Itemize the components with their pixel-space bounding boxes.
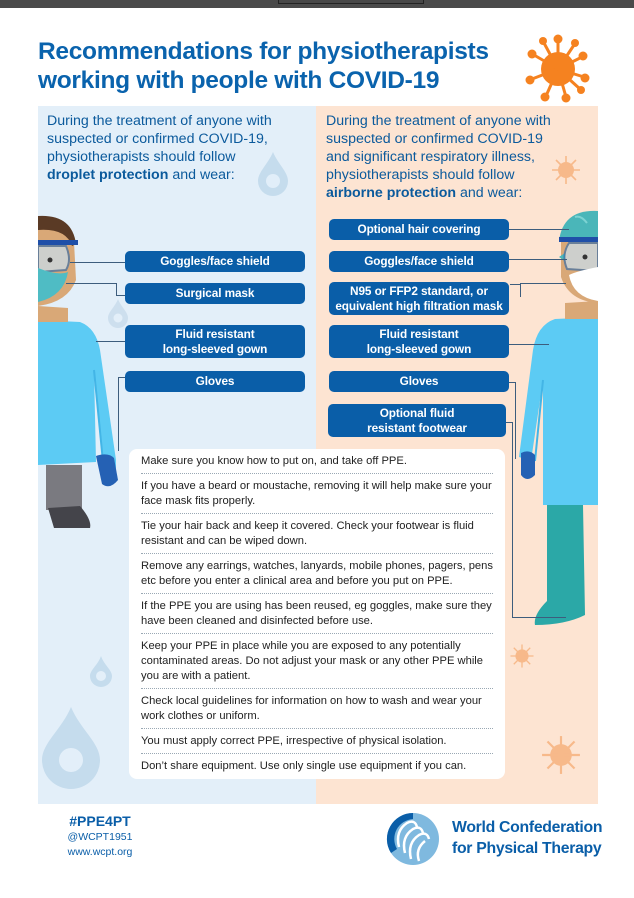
footer-contact bbox=[50, 812, 150, 860]
airborne-intro-line: During the treatment of anyone with bbox=[326, 113, 551, 129]
wcpt-logo-icon bbox=[385, 811, 441, 867]
ppe-item-surgical-mask bbox=[125, 283, 305, 304]
browser-tab[interactable] bbox=[278, 0, 424, 4]
droplet-icon bbox=[40, 705, 102, 789]
ppe-item-label: N95 or FFP2 standard, or bbox=[350, 284, 488, 298]
tip-item: Remove any earrings, watches, lanyards, mobile phones, pagers, pens etc before you enter a clinical area and before you put on PPE. bbox=[141, 554, 493, 594]
physiotherapist-airborne-figure bbox=[515, 205, 598, 650]
tip-item: You must apply correct PPE, irrespective of physical isolation. bbox=[141, 729, 493, 754]
ppe-tips-list bbox=[129, 449, 505, 779]
tip-item: Make sure you know how to put on, and take off PPE. bbox=[141, 449, 493, 474]
droplet-intro-line: physiotherapists should follow bbox=[47, 149, 236, 165]
connector-line bbox=[512, 617, 566, 618]
org-name-line: for Physical Therapy bbox=[452, 840, 602, 857]
ppe-item-gloves bbox=[125, 371, 305, 392]
ppe-item-label: Fluid resistant bbox=[379, 327, 459, 341]
ppe-item-label: resistant footwear bbox=[367, 420, 467, 435]
connector-line bbox=[96, 341, 126, 342]
virus-icon bbox=[522, 31, 594, 103]
airborne-intro-line: and significant respiratory illness, bbox=[326, 149, 535, 165]
airborne-protection-label: airborne protection bbox=[326, 185, 457, 201]
tip-item: If the PPE you are using has been reused, eg goggles, make sure they have been cleaned and disinfected before use. bbox=[141, 594, 493, 634]
ppe-item-label: long-sleeved gown bbox=[366, 341, 472, 356]
airborne-intro-line: physiotherapists should follow bbox=[326, 167, 515, 183]
connector-line bbox=[510, 284, 520, 285]
ppe-item-label: Goggles/face shield bbox=[364, 254, 474, 269]
droplet-intro-line: suspected or confirmed COVID-19, bbox=[47, 131, 268, 147]
connector-line bbox=[520, 283, 566, 284]
ppe-item-label: Gloves bbox=[195, 374, 235, 389]
tip-item: Keep your PPE in place while you are exposed to any potentially contaminated areas. Do not adjust your mask or any other PPE while you are with a patient. bbox=[141, 634, 493, 689]
ppe-item-label: Optional fluid bbox=[379, 406, 455, 420]
virus-icon bbox=[538, 732, 584, 778]
ppe-item-goggles bbox=[125, 251, 305, 272]
ppe-item-hair-covering bbox=[329, 219, 509, 240]
ppe-item-gown bbox=[125, 325, 305, 358]
connector-line bbox=[509, 229, 569, 230]
airborne-intro bbox=[326, 112, 576, 202]
website-link[interactable]: www.wcpt.org bbox=[67, 846, 133, 858]
title-line-1: Recommendations for physiotherapists bbox=[38, 38, 489, 65]
tip-item: Check local guidelines for information on how to wash and wear your work clothes or uniform. bbox=[141, 689, 493, 729]
connector-line bbox=[66, 283, 116, 284]
tip-item: If you have a beard or moustache, removing it will help make sure your face mask fits properly. bbox=[141, 474, 493, 514]
droplet-icon bbox=[89, 655, 113, 687]
ppe-item-gloves bbox=[329, 371, 509, 392]
ppe-item-goggles bbox=[329, 251, 509, 272]
connector-line bbox=[515, 382, 516, 459]
droplet-protection-label: droplet protection bbox=[47, 167, 169, 183]
droplet-intro-line: During the treatment of anyone with bbox=[47, 113, 272, 129]
ppe-item-label: Goggles/face shield bbox=[160, 254, 270, 269]
airborne-intro-line: suspected or confirmed COVID-19 bbox=[326, 131, 543, 147]
droplet-intro-tail: and wear: bbox=[168, 167, 235, 183]
ppe-item-label: Gloves bbox=[399, 374, 439, 389]
title-line-2: working with people with COVID-19 bbox=[38, 67, 440, 94]
physiotherapist-droplet-figure bbox=[38, 210, 122, 650]
org-name-line: World Confederation bbox=[452, 819, 603, 836]
ppe-item-label: long-sleeved gown bbox=[162, 341, 268, 356]
ppe-item-label: equivalent high filtration mask bbox=[335, 298, 503, 313]
connector-line bbox=[70, 262, 126, 263]
twitter-handle[interactable]: @WCPT1951 bbox=[67, 831, 133, 843]
droplet-intro bbox=[47, 112, 287, 184]
tip-item: Don’t share equipment. Use only single use equipment if you can. bbox=[141, 760, 467, 772]
hashtag[interactable]: #PPE4PT bbox=[69, 813, 131, 829]
ppe-item-label: Optional hair covering bbox=[357, 222, 481, 237]
ppe-item-footwear bbox=[328, 404, 506, 437]
ppe-item-label: Fluid resistant bbox=[175, 327, 255, 341]
connector-line bbox=[512, 422, 513, 618]
connector-line bbox=[509, 259, 567, 260]
connector-line bbox=[509, 344, 549, 345]
page-title bbox=[38, 37, 508, 95]
ppe-item-gown bbox=[329, 325, 509, 358]
ppe-item-label: Surgical mask bbox=[175, 286, 255, 301]
connector-line bbox=[118, 377, 119, 451]
tip-item: Tie your hair back and keep it covered. Check your footwear is fluid resistant and can be wiped down. bbox=[141, 514, 493, 554]
connector-line bbox=[520, 283, 521, 297]
organization-name bbox=[452, 817, 602, 859]
browser-top-bar bbox=[0, 0, 634, 8]
connector-line bbox=[116, 283, 117, 295]
airborne-intro-tail: and wear: bbox=[456, 185, 523, 201]
ppe-item-n95-mask bbox=[329, 282, 509, 315]
